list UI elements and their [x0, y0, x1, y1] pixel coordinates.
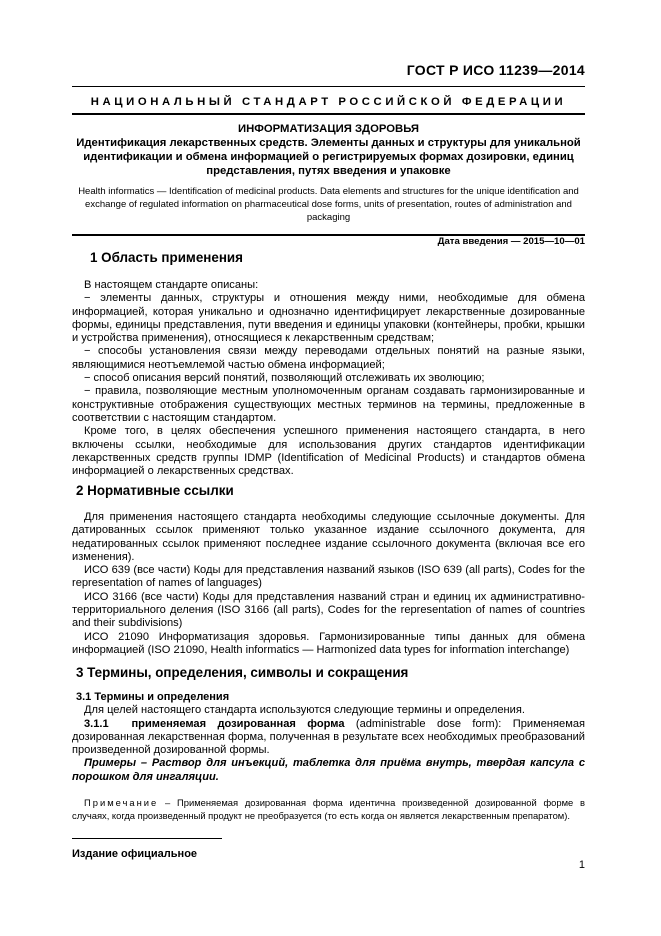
s2-reference: ИСО 21090 Информатизация здоровья. Гармонизированные типы данных для обмена информацией (ISO 21090, Health informatics — Harmonized data types for information interchange) [72, 630, 585, 656]
subsection-heading: 3.1 Термины и определения [76, 691, 230, 703]
section-3-heading: 3 Термины, определения, символы и сокращения [76, 665, 409, 680]
s1-paragraph: В настоящем стандарте описаны: [84, 279, 259, 291]
title-ru-line2: Идентификация лекарственных средств. Элементы данных и структуры для уникальной [76, 137, 581, 149]
banner-divider [72, 113, 585, 115]
s2-reference: ИСО 639 (все части) Коды для представления названий языков (ISO 639 (all parts), Codes for the representation of names of languages) [72, 564, 585, 590]
examples: Примеры – Раствор для инъекций, таблетка для приёма внутрь, твердая капсула с порошком для ингаляции. [72, 757, 585, 783]
title-ru-line4: представления, путях введения и упаковке [206, 165, 451, 177]
title-ru-line1: ИНФОРМАТИЗАЦИЯ ЗДОРОВЬЯ [237, 123, 420, 135]
s1-list-item: − правила, позволяющие местным уполномоченным органам создавать гармонизированные и конструктивные отображения существующих местных терминов на термины, предложенные в соответствии с настоящим стандартом. [72, 385, 585, 424]
section-3-body [72, 691, 585, 784]
section-2-heading: 2 Нормативные ссылки [76, 483, 234, 498]
term-number: 3.1.1 [84, 717, 109, 730]
english-title [72, 185, 585, 224]
term-definition-text: (administrable dose form): Применяемая дозированная лекарственная форма, полученная в результате всех необходимых преобразований произведенной дозированной формы. [72, 717, 585, 757]
footer-divider [72, 838, 222, 839]
title-en-line2: exchange of regulated information on pharmaceutical dose forms, units of presentation, routes of administration and [85, 199, 572, 210]
s3-paragraph: Для целей настоящего стандарта используются следующие термины и определения. [84, 704, 525, 717]
official-edition-label: Издание официальное [72, 848, 198, 860]
title-en-line3: packaging [306, 212, 351, 223]
term-name: применяемая дозированная форма [131, 717, 345, 730]
title-ru-line3: идентификации и обмена информацией о регистрируемых формах дозировки, единиц [83, 151, 574, 163]
page-number: 1 [578, 859, 585, 871]
s1-list-item: − способ описания версий понятий, позволяющий отслеживать их эволюцию; [84, 372, 485, 385]
term-definition [72, 718, 585, 758]
s2-paragraph: Для применения настоящего стандарта необходимы следующие ссылочные документы. Для датированных ссылок применяют только указанное издание ссылочного документа, для недатированных ссылок применяют последнее издание ссылочного документа (включая все его изменения). [72, 511, 585, 563]
s1-list-item: − элементы данных, структуры и отношения между ними, необходимые для обмена информацией, которая уникально и однозначно идентифицирует лекарственные дозированные формы, единицы представления, пути введения и единицы упаковки (контейнеры, пробки, крышки и устройства применения), относящиеся к лекарственным средствам; [72, 292, 585, 345]
standard-designation: ГОСТ Р ИСО 11239—2014 [406, 62, 585, 78]
note [72, 796, 585, 822]
note-text: – Применяемая дозированная форма идентична произведенной дозированной форме в случаях, когда произведенный продукт не преобразуется (то есть когда он является лекарственным препаратом). [72, 797, 585, 821]
header-divider [72, 86, 585, 87]
section-1-heading: 1 Область применения [90, 250, 243, 265]
section-1-body [72, 279, 585, 478]
s1-paragraph: Кроме того, в целях обеспечения успешного применения настоящего стандарта, в него включены ссылки, необходимые для использования других стандартов идентификации лекарственных средств группы IDMP (Identification of Medicinal Products) и стандартов обмена информацией о лекарственных средствах. [72, 425, 585, 478]
s1-list-item: − способы установления связи между переводами отдельных понятий на разные языки, являющимися неотъемлемой частью обмена информацией; [72, 345, 585, 371]
title-en-line1: Health informatics — Identification of medicinal products. Data elements and structures for the unique identification and [78, 186, 579, 197]
note-label: Примечание [84, 797, 159, 808]
s2-reference: ИСО 3166 (все части) Коды для представления названий стран и единиц их административно-территориального деления (ISO 3166 (all parts), Codes for the representation of names of countries and their subdivisions) [72, 590, 585, 630]
national-standard-banner: НАЦИОНАЛЬНЫЙ СТАНДАРТ РОССИЙСКОЙ ФЕДЕРАЦИИ [90, 96, 567, 108]
russian-title [72, 122, 585, 178]
section-2-body [72, 511, 585, 657]
introduction-date: Дата введения — 2015—10—01 [437, 236, 585, 247]
